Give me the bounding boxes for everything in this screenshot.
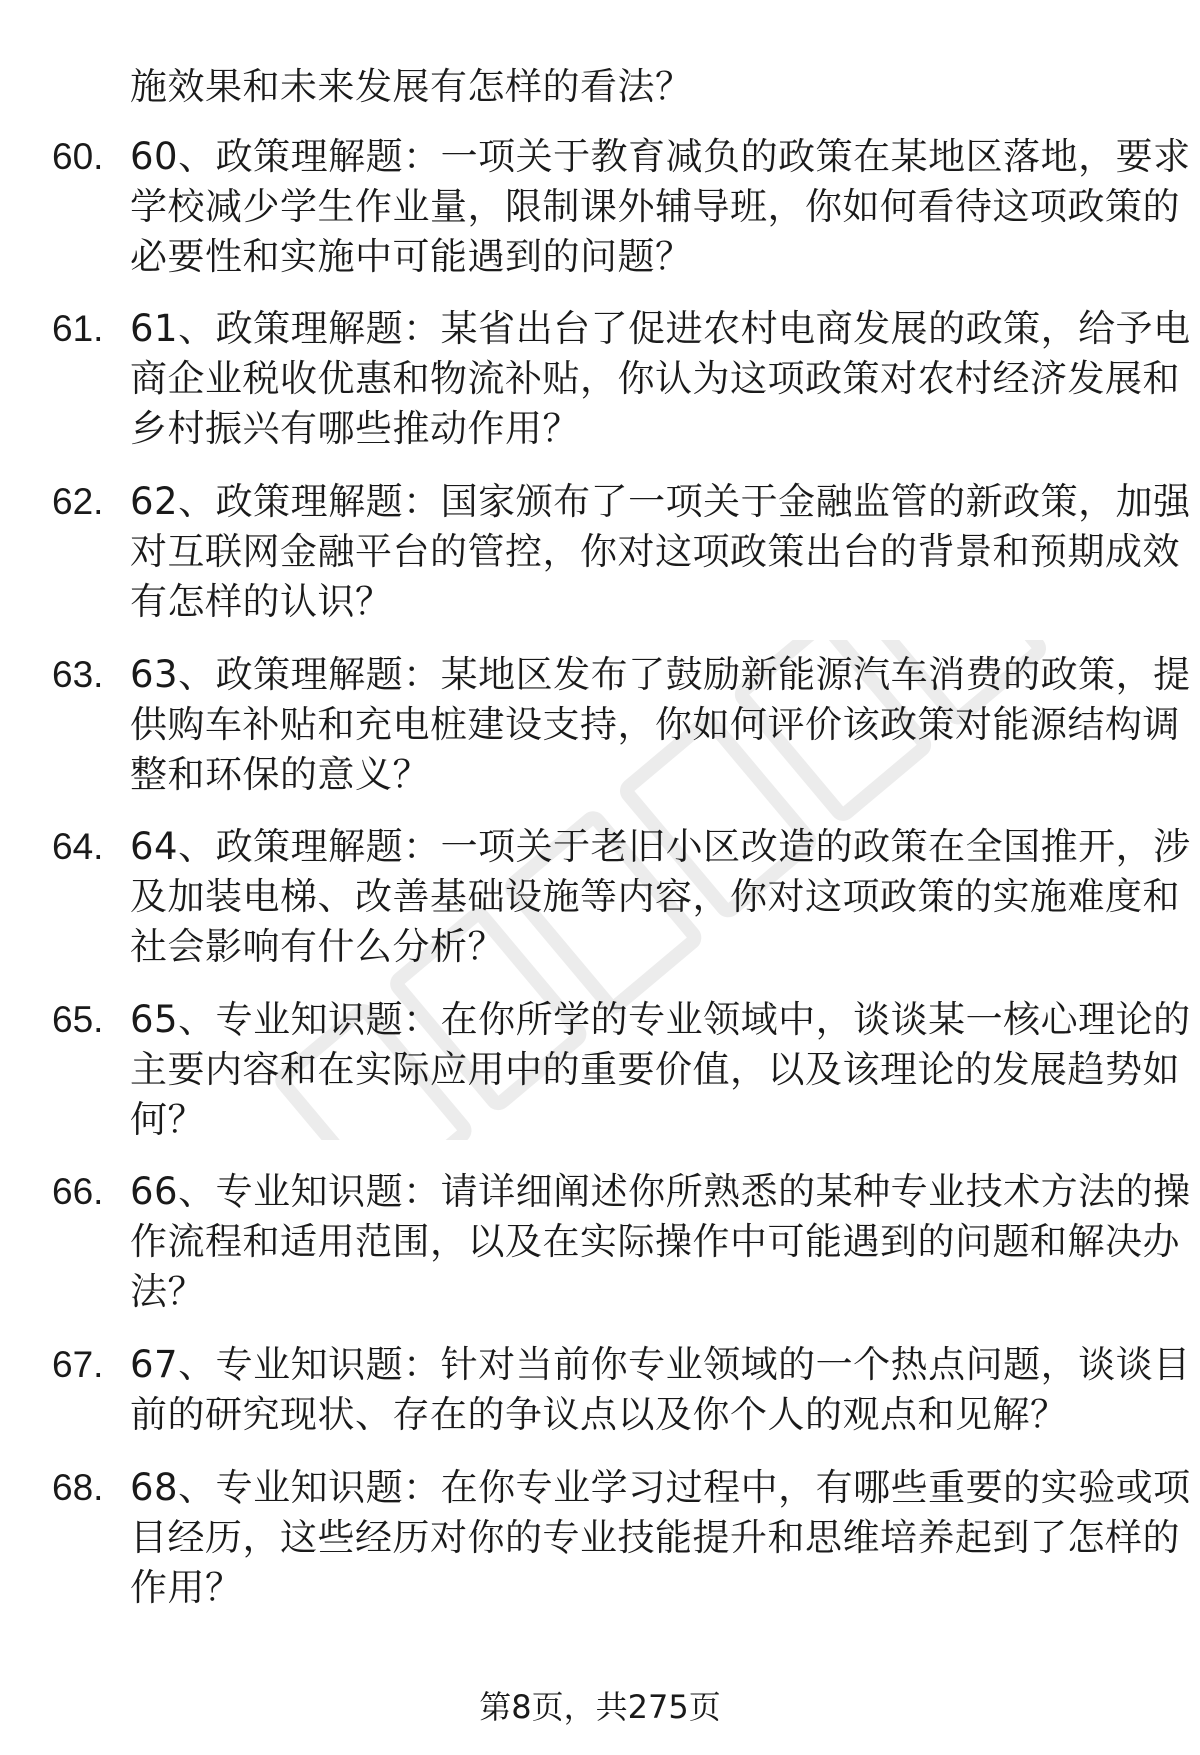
- question-text: [130, 822, 1191, 972]
- question-line: 社会影响有什么分析？: [130, 925, 505, 968]
- question-line: 68、专业知识题：在你专业学习过程中，有哪些重要的实验或项: [130, 1466, 1191, 1509]
- question-line: 61、政策理解题：某省出台了促进农村电商发展的政策，给予电: [130, 307, 1191, 350]
- question-number: 60.: [52, 136, 104, 177]
- question-line: 前的研究现状、存在的争议点以及你个人的观点和见解？: [130, 1393, 1068, 1436]
- question-line: 60、政策理解题：一项关于教育减负的政策在某地区落地，要求: [130, 135, 1191, 178]
- question-line: 整和环保的意义？: [130, 753, 430, 796]
- question-number: 68.: [52, 1467, 104, 1508]
- question-text: [130, 650, 1191, 800]
- question-text: [130, 477, 1191, 627]
- question-line: 作用？: [130, 1566, 243, 1609]
- continued-question-text: 施效果和未来发展有怎样的看法？: [130, 65, 693, 108]
- question-text: [130, 1167, 1191, 1317]
- question-number: 65.: [52, 999, 104, 1040]
- question-line: 学校减少学生作业量，限制课外辅导班，你如何看待这项政策的: [130, 185, 1180, 228]
- question-line: 65、专业知识题：在你所学的专业领域中，谈谈某一核心理论的: [130, 998, 1191, 1041]
- question-line: 及加装电梯、改善基础设施等内容，你对这项政策的实施难度和: [130, 875, 1180, 918]
- question-text: [130, 1340, 1191, 1440]
- question-text: [130, 132, 1191, 282]
- page-number-footer: 第8页，共275页: [479, 1688, 721, 1726]
- question-line: 乡村振兴有哪些推动作用？: [130, 407, 580, 450]
- question-line: 法？: [130, 1270, 205, 1313]
- question-line: 必要性和实施中可能遇到的问题？: [130, 235, 693, 278]
- question-line: 供购车补贴和充电桩建设支持，你如何评价该政策对能源结构调: [130, 703, 1180, 746]
- question-line: 商企业税收优惠和物流补贴，你认为这项政策对农村经济发展和: [130, 357, 1180, 400]
- question-text: [130, 304, 1191, 454]
- question-line: 有怎样的认识？: [130, 580, 393, 623]
- question-line: 何？: [130, 1098, 205, 1141]
- question-number: 63.: [52, 654, 104, 695]
- question-line: 66、专业知识题：请详细阐述你所熟悉的某种专业技术方法的操: [130, 1170, 1191, 1213]
- question-number: 61.: [52, 308, 104, 349]
- question-number: 64.: [52, 826, 104, 867]
- question-line: 62、政策理解题：国家颁布了一项关于金融监管的新政策，加强: [130, 480, 1191, 523]
- question-number: 66.: [52, 1171, 104, 1212]
- question-number: 67.: [52, 1344, 104, 1385]
- question-line: 64、政策理解题：一项关于老旧小区改造的政策在全国推开，涉: [130, 825, 1191, 868]
- question-line: 67、专业知识题：针对当前你专业领域的一个热点问题，谈谈目: [130, 1343, 1191, 1386]
- question-line: 作流程和适用范围，以及在实际操作中可能遇到的问题和解决办: [130, 1220, 1180, 1263]
- question-line: 主要内容和在实际应用中的重要价值，以及该理论的发展趋势如: [130, 1048, 1180, 1091]
- question-text: [130, 1463, 1191, 1613]
- question-line: 对互联网金融平台的管控，你对这项政策出台的背景和预期成效: [130, 530, 1180, 573]
- question-line: 目经历，这些经历对你的专业技能提升和思维培养起到了怎样的: [130, 1516, 1180, 1559]
- question-line: 63、政策理解题：某地区发布了鼓励新能源汽车消费的政策，提: [130, 653, 1191, 696]
- question-number: 62.: [52, 481, 104, 522]
- question-text: [130, 995, 1191, 1145]
